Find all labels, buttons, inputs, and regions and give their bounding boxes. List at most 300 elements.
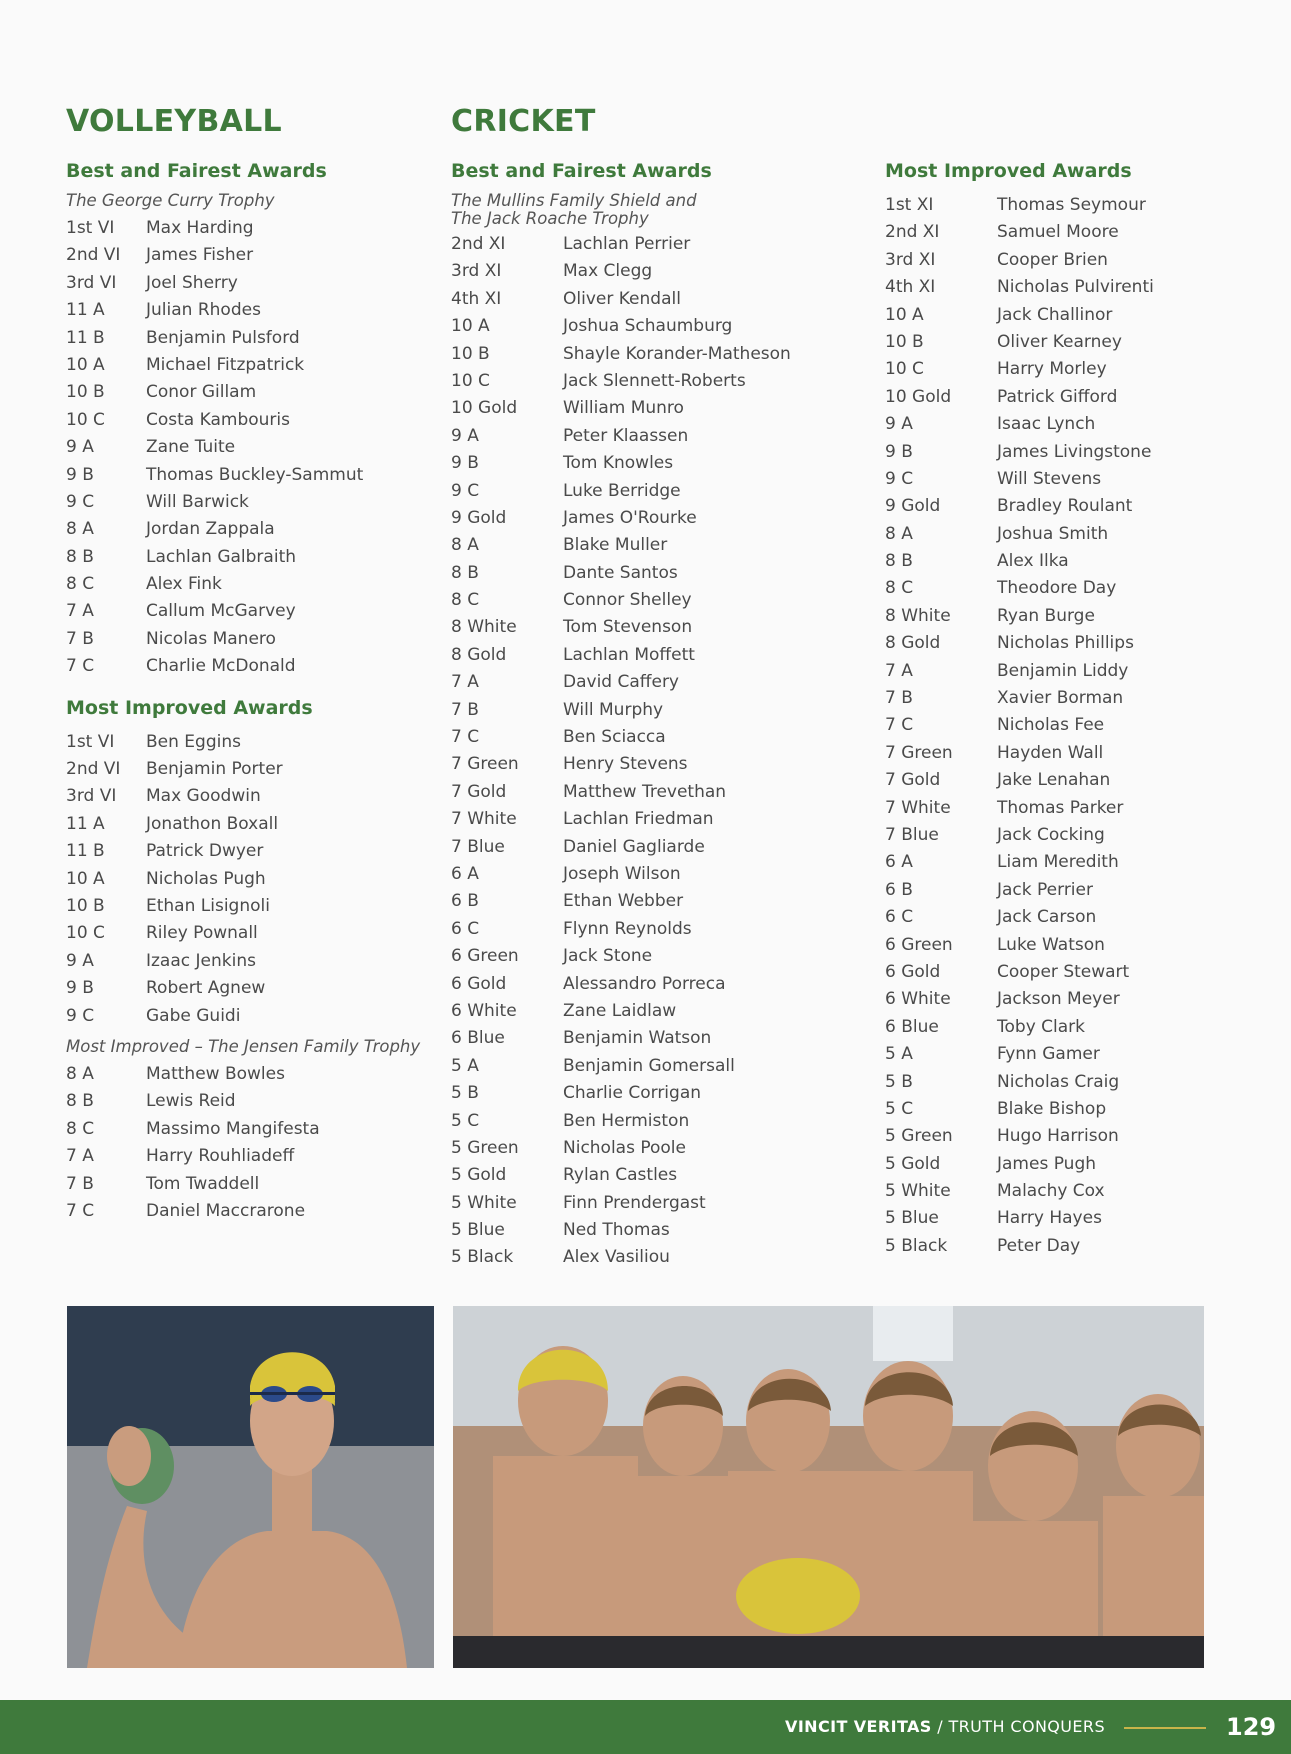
award-row <box>885 658 1205 685</box>
award-team: 1st XI <box>885 195 934 215</box>
award-row <box>885 1123 1205 1150</box>
award-team: 7 B <box>885 688 913 709</box>
award-recipient: Zane Tuite <box>146 437 236 458</box>
award-team: 8 Gold <box>885 633 941 654</box>
award-row <box>66 866 436 893</box>
award-row <box>451 560 871 587</box>
award-team: 2nd VI <box>66 245 121 266</box>
award-row <box>885 548 1205 575</box>
award-row <box>66 434 436 461</box>
award-team: 9 A <box>885 414 913 435</box>
award-team: 4th XI <box>451 288 502 309</box>
award-team: 6 Green <box>451 946 519 967</box>
award-row <box>451 532 871 559</box>
award-recipient: Izaac Jenkins <box>146 950 256 971</box>
volleyball-best-fair-list <box>66 215 436 681</box>
award-row <box>66 1003 436 1030</box>
award-row <box>885 411 1205 438</box>
award-team: 7 Blue <box>451 836 505 857</box>
award-team: 6 Gold <box>451 973 507 994</box>
award-row <box>66 783 436 810</box>
award-recipient: Max Goodwin <box>146 786 261 807</box>
award-recipient: Max Clegg <box>563 261 653 282</box>
award-team: 6 B <box>451 891 479 912</box>
award-row <box>451 1053 871 1080</box>
award-recipient: Patrick Dwyer <box>146 841 264 862</box>
award-row <box>451 1108 871 1135</box>
cricket-title: CRICKET <box>451 104 596 139</box>
award-row <box>66 811 436 838</box>
award-recipient: Nicholas Fee <box>997 715 1105 736</box>
award-recipient: David Caffery <box>563 672 679 693</box>
award-recipient: Jack Carson <box>997 907 1097 928</box>
award-team: 5 Black <box>885 1235 948 1256</box>
award-team: 9 A <box>66 950 94 971</box>
award-recipient: Massimo Mangifesta <box>146 1118 320 1139</box>
award-team: 10 C <box>885 359 924 380</box>
volleyball-most-improved-list <box>66 729 436 1030</box>
award-team: 4th XI <box>885 277 936 298</box>
award-row <box>451 1080 871 1107</box>
award-row <box>451 395 871 422</box>
award-row <box>451 751 871 778</box>
award-row <box>451 478 871 505</box>
award-team: 6 White <box>451 1000 517 1021</box>
award-team: 6 Green <box>885 934 953 955</box>
award-row <box>451 1190 871 1217</box>
award-recipient: Ben Sciacca <box>563 727 666 748</box>
award-team: 5 White <box>451 1192 517 1213</box>
award-team: 3rd XI <box>451 261 502 282</box>
award-row <box>66 571 436 598</box>
award-row <box>451 916 871 943</box>
award-row <box>885 575 1205 602</box>
award-team: 7 Green <box>451 754 519 775</box>
award-row <box>451 642 871 669</box>
footer-motto <box>785 1700 1105 1754</box>
award-row <box>66 1143 436 1170</box>
award-row <box>885 767 1205 794</box>
award-recipient: Joshua Smith <box>997 523 1109 544</box>
award-team: 10 C <box>66 923 105 944</box>
award-team: 8 C <box>451 590 480 611</box>
award-recipient: Ned Thomas <box>563 1220 670 1241</box>
award-row <box>66 626 436 653</box>
award-row <box>885 329 1205 356</box>
award-recipient: Benjamin Watson <box>563 1028 712 1049</box>
award-team: 7 A <box>885 660 913 681</box>
award-team: 5 A <box>885 1044 913 1065</box>
award-recipient: Jordan Zappala <box>146 519 275 540</box>
award-team: 5 A <box>451 1055 479 1076</box>
award-team: 11 A <box>66 300 105 321</box>
award-row <box>451 888 871 915</box>
award-recipient: Robert Agnew <box>146 978 266 999</box>
award-recipient: Conor Gillam <box>146 382 257 403</box>
award-row <box>885 439 1205 466</box>
award-row <box>66 756 436 783</box>
award-team: 8 C <box>66 574 95 595</box>
award-team: 6 A <box>451 863 479 884</box>
award-team: 6 Blue <box>451 1028 505 1049</box>
award-row <box>66 838 436 865</box>
award-recipient: Benjamin Gomersall <box>563 1055 735 1076</box>
award-row <box>885 302 1205 329</box>
award-team: 10 A <box>885 304 924 325</box>
award-row <box>66 516 436 543</box>
award-row <box>451 231 871 258</box>
award-team: 9 C <box>66 1005 95 1026</box>
award-team: 9 C <box>451 480 480 501</box>
award-recipient: Lachlan Perrier <box>563 234 691 254</box>
award-recipient: Hugo Harrison <box>997 1126 1119 1147</box>
award-recipient: Xavier Borman <box>997 688 1124 709</box>
award-recipient: Matthew Bowles <box>146 1063 285 1084</box>
award-team: 9 B <box>451 453 479 474</box>
award-recipient: Matthew Trevethan <box>563 781 727 802</box>
award-team: 7 B <box>66 628 94 649</box>
award-recipient: Cooper Stewart <box>997 961 1130 982</box>
award-recipient: Oliver Kendall <box>563 288 681 309</box>
award-recipient: Ben Eggins <box>146 731 241 752</box>
award-team: 6 Blue <box>885 1016 939 1037</box>
award-recipient: Benjamin Pulsford <box>146 327 300 348</box>
award-recipient: Will Barwick <box>146 491 249 512</box>
award-recipient: Harry Morley <box>997 359 1107 380</box>
cricket-trophy-line-2: The Jack Roache Trophy <box>451 209 649 228</box>
award-team: 10 B <box>66 895 105 916</box>
swim-team-photo <box>453 1306 1204 1668</box>
award-team: 10 Gold <box>451 398 518 419</box>
award-team: 7 Blue <box>885 824 939 845</box>
award-team: 8 A <box>885 523 913 544</box>
award-row <box>66 270 436 297</box>
award-team: 3rd VI <box>66 786 117 807</box>
award-recipient: Hayden Wall <box>997 742 1104 763</box>
award-team: 6 A <box>885 852 913 873</box>
award-recipient: Jack Perrier <box>997 879 1093 900</box>
award-row <box>66 1171 436 1198</box>
award-row <box>66 1061 436 1088</box>
award-team: 9 Gold <box>451 507 507 528</box>
award-recipient: Harry Hayes <box>997 1208 1102 1229</box>
award-recipient: Alessandro Porreca <box>563 973 726 994</box>
award-row <box>66 462 436 489</box>
award-row <box>885 1233 1205 1260</box>
award-recipient: Oliver Kearney <box>997 331 1122 352</box>
award-row <box>66 297 436 324</box>
award-team: 8 White <box>451 617 517 638</box>
award-recipient: Malachy Cox <box>997 1181 1105 1202</box>
award-team: 8 Gold <box>451 644 507 665</box>
award-team: 5 B <box>885 1071 913 1092</box>
award-recipient: Shayle Korander-Matheson <box>563 343 791 364</box>
award-team: 5 Gold <box>885 1153 941 1174</box>
award-recipient: Bradley Roulant <box>997 496 1133 517</box>
award-team: 11 B <box>66 327 105 348</box>
award-recipient: Charlie McDonald <box>146 656 296 677</box>
footer-rule <box>1124 1727 1206 1729</box>
award-team: 6 C <box>885 907 914 928</box>
award-row <box>451 258 871 285</box>
award-row <box>66 215 436 242</box>
cricket-best-fair-list <box>451 231 871 1272</box>
award-row <box>451 779 871 806</box>
award-row <box>66 379 436 406</box>
award-recipient: Lachlan Galbraith <box>146 546 297 567</box>
award-row <box>885 1178 1205 1205</box>
award-recipient: Ben Hermiston <box>563 1110 690 1131</box>
award-row <box>66 489 436 516</box>
award-team: 5 Blue <box>885 1208 939 1229</box>
award-recipient: William Munro <box>563 398 684 419</box>
award-recipient: Benjamin Porter <box>146 759 283 780</box>
award-team: 2nd XI <box>885 222 940 243</box>
award-row <box>66 598 436 625</box>
award-row <box>885 712 1205 739</box>
award-row <box>451 834 871 861</box>
award-team: 7 Gold <box>451 781 507 802</box>
award-recipient: Alex Ilka <box>997 551 1069 572</box>
award-recipient: Lachlan Moffett <box>563 644 695 665</box>
award-recipient: Theodore Day <box>997 578 1117 599</box>
cricket-best-fair-heading: Best and Fairest Awards <box>451 160 712 182</box>
award-row <box>885 274 1205 301</box>
award-team: 6 Gold <box>885 961 941 982</box>
award-team: 11 B <box>66 841 105 862</box>
award-recipient: Nicholas Poole <box>563 1137 686 1158</box>
award-team: 6 B <box>885 879 913 900</box>
award-recipient: Will Stevens <box>997 468 1102 489</box>
award-recipient: Luke Berridge <box>563 480 681 501</box>
award-row <box>66 544 436 571</box>
award-row <box>885 904 1205 931</box>
award-row <box>451 450 871 477</box>
award-row <box>451 341 871 368</box>
award-row <box>451 614 871 641</box>
award-team: 7 White <box>885 797 951 818</box>
award-recipient: Thomas Buckley-Sammut <box>146 464 364 485</box>
volleyball-most-improved-heading: Most Improved Awards <box>66 696 313 719</box>
award-row <box>451 971 871 998</box>
award-team: 8 White <box>885 605 951 626</box>
award-recipient: Jonathon Boxall <box>146 813 279 834</box>
award-row <box>66 948 436 975</box>
award-recipient: Flynn Reynolds <box>563 918 692 939</box>
award-row <box>885 219 1205 246</box>
swim-team-illustration <box>453 1306 1204 1668</box>
award-recipient: Henry Stevens <box>563 754 688 775</box>
award-team: 2nd XI <box>451 234 506 254</box>
award-recipient: Nicholas Pulvirenti <box>997 277 1154 298</box>
cricket-most-improved-heading: Most Improved Awards <box>885 160 1132 182</box>
award-row <box>885 466 1205 493</box>
award-team: 8 A <box>66 519 94 540</box>
award-recipient: Daniel Gagliarde <box>563 836 705 857</box>
award-recipient: Jackson Meyer <box>997 989 1120 1010</box>
award-row <box>451 313 871 340</box>
award-team: 1st VI <box>66 731 115 752</box>
award-team: 5 C <box>885 1098 914 1119</box>
award-row <box>66 653 436 680</box>
award-team: 10 B <box>66 382 105 403</box>
award-row <box>66 893 436 920</box>
award-recipient: Dante Santos <box>563 562 678 583</box>
award-team: 5 Green <box>451 1137 519 1158</box>
award-recipient: Callum McGarvey <box>146 601 296 622</box>
award-recipient: Ryan Burge <box>997 605 1095 626</box>
award-row <box>885 986 1205 1013</box>
award-team: 11 A <box>66 813 105 834</box>
award-recipient: Max Harding <box>146 218 254 238</box>
award-team: 7 White <box>451 809 517 830</box>
award-row <box>66 242 436 269</box>
award-recipient: Julian Rhodes <box>146 300 261 321</box>
award-recipient: Jack Cocking <box>997 824 1105 845</box>
award-team: 7 A <box>451 672 479 693</box>
award-recipient: Cooper Brien <box>997 249 1108 270</box>
award-row <box>66 975 436 1002</box>
award-recipient: Tom Knowles <box>563 453 674 474</box>
award-row <box>451 587 871 614</box>
award-team: 7 B <box>66 1173 94 1194</box>
award-recipient: Thomas Parker <box>997 797 1124 818</box>
award-row <box>885 1041 1205 1068</box>
award-team: 10 C <box>451 370 490 391</box>
award-team: 7 C <box>66 1200 95 1221</box>
award-recipient: Michael Fitzpatrick <box>146 354 305 375</box>
award-recipient: Jack Stone <box>563 946 653 967</box>
award-recipient: Jack Challinor <box>997 304 1113 325</box>
award-row <box>885 1205 1205 1232</box>
award-row <box>885 959 1205 986</box>
award-row <box>451 1135 871 1162</box>
award-team: 5 C <box>451 1110 480 1131</box>
award-team: 5 Green <box>885 1126 953 1147</box>
award-team: 8 B <box>66 546 94 567</box>
award-recipient: Nicholas Phillips <box>997 633 1134 654</box>
award-team: 9 B <box>66 978 94 999</box>
award-recipient: Blake Muller <box>563 535 668 556</box>
award-row <box>885 1069 1205 1096</box>
award-team: 2nd VI <box>66 759 121 780</box>
swimmer-illustration <box>67 1306 434 1668</box>
award-team: 8 A <box>66 1063 94 1084</box>
award-row <box>451 368 871 395</box>
award-recipient: Ethan Lisignoli <box>146 895 270 916</box>
award-row <box>885 740 1205 767</box>
award-recipient: Nicholas Craig <box>997 1071 1120 1092</box>
award-recipient: Luke Watson <box>997 934 1105 955</box>
award-recipient: James Fisher <box>146 245 254 266</box>
cricket-most-improved-column <box>885 100 1205 1260</box>
award-team: 10 A <box>66 868 105 889</box>
award-team: 10 B <box>451 343 490 364</box>
cricket-trophy-name <box>451 192 871 228</box>
award-row <box>451 1244 871 1271</box>
award-row <box>66 407 436 434</box>
volleyball-trophy-name: The George Curry Trophy <box>66 191 275 210</box>
award-row <box>66 352 436 379</box>
award-row <box>885 685 1205 712</box>
award-recipient: Gabe Guidi <box>146 1005 241 1026</box>
award-row <box>885 932 1205 959</box>
award-team: 9 A <box>66 437 94 458</box>
award-recipient: James Pugh <box>997 1153 1097 1174</box>
award-team: 3rd VI <box>66 272 117 293</box>
award-row <box>451 998 871 1025</box>
cricket-most-improved-list <box>885 192 1205 1260</box>
award-team: 8 C <box>66 1118 95 1139</box>
award-recipient: James Livingstone <box>997 441 1152 462</box>
award-team: 7 C <box>885 715 914 736</box>
award-row <box>885 247 1205 274</box>
award-team: 9 A <box>451 425 479 446</box>
award-row <box>451 806 871 833</box>
award-team: 9 Gold <box>885 496 941 517</box>
cricket-trophy-line-1: The Mullins Family Shield and <box>451 191 697 210</box>
award-row <box>885 630 1205 657</box>
award-team: 9 B <box>66 464 94 485</box>
award-team: 1st VI <box>66 218 115 238</box>
award-recipient: James O'Rourke <box>563 507 697 528</box>
award-recipient: Benjamin Liddy <box>997 660 1129 681</box>
volleyball-column <box>66 100 436 1225</box>
award-recipient: Fynn Gamer <box>997 1044 1100 1065</box>
award-row <box>66 729 436 756</box>
award-row <box>885 521 1205 548</box>
page-number: 129 <box>1226 1713 1277 1741</box>
award-team: 10 C <box>66 409 105 430</box>
award-team: 8 B <box>66 1091 94 1112</box>
award-recipient: Liam Meredith <box>997 852 1119 873</box>
award-team: 10 B <box>885 331 924 352</box>
award-row <box>451 697 871 724</box>
award-row <box>66 325 436 352</box>
award-recipient: Blake Bishop <box>997 1098 1107 1119</box>
award-recipient: Jack Slennett-Roberts <box>563 370 746 391</box>
award-team: 8 C <box>885 578 914 599</box>
award-team: 10 Gold <box>885 386 952 407</box>
award-row <box>451 1162 871 1189</box>
volleyball-title: VOLLEYBALL <box>66 104 282 139</box>
footer-motto-rest: / TRUTH CONQUERS <box>931 1717 1105 1736</box>
award-team: 5 White <box>885 1181 951 1202</box>
award-team: 5 Gold <box>451 1165 507 1186</box>
award-recipient: Samuel Moore <box>997 222 1119 243</box>
award-row <box>451 1217 871 1244</box>
award-row <box>885 384 1205 411</box>
award-row <box>451 1025 871 1052</box>
footer-motto-bold: VINCIT VERITAS <box>785 1717 932 1736</box>
award-recipient: Peter Klaassen <box>563 425 689 446</box>
award-recipient: Charlie Corrigan <box>563 1083 702 1104</box>
award-row <box>66 920 436 947</box>
award-recipient: Riley Pownall <box>146 923 258 944</box>
award-team: 8 B <box>885 551 913 572</box>
award-recipient: Joshua Schaumburg <box>563 316 733 337</box>
award-team: 8 A <box>451 535 479 556</box>
award-recipient: Tom Stevenson <box>563 617 693 638</box>
award-row <box>451 861 871 888</box>
award-recipient: Zane Laidlaw <box>563 1000 677 1021</box>
award-team: 7 C <box>66 656 95 677</box>
award-row <box>451 505 871 532</box>
award-team: 8 B <box>451 562 479 583</box>
award-row <box>66 1116 436 1143</box>
award-row <box>885 1151 1205 1178</box>
swimmer-photo <box>67 1306 434 1668</box>
